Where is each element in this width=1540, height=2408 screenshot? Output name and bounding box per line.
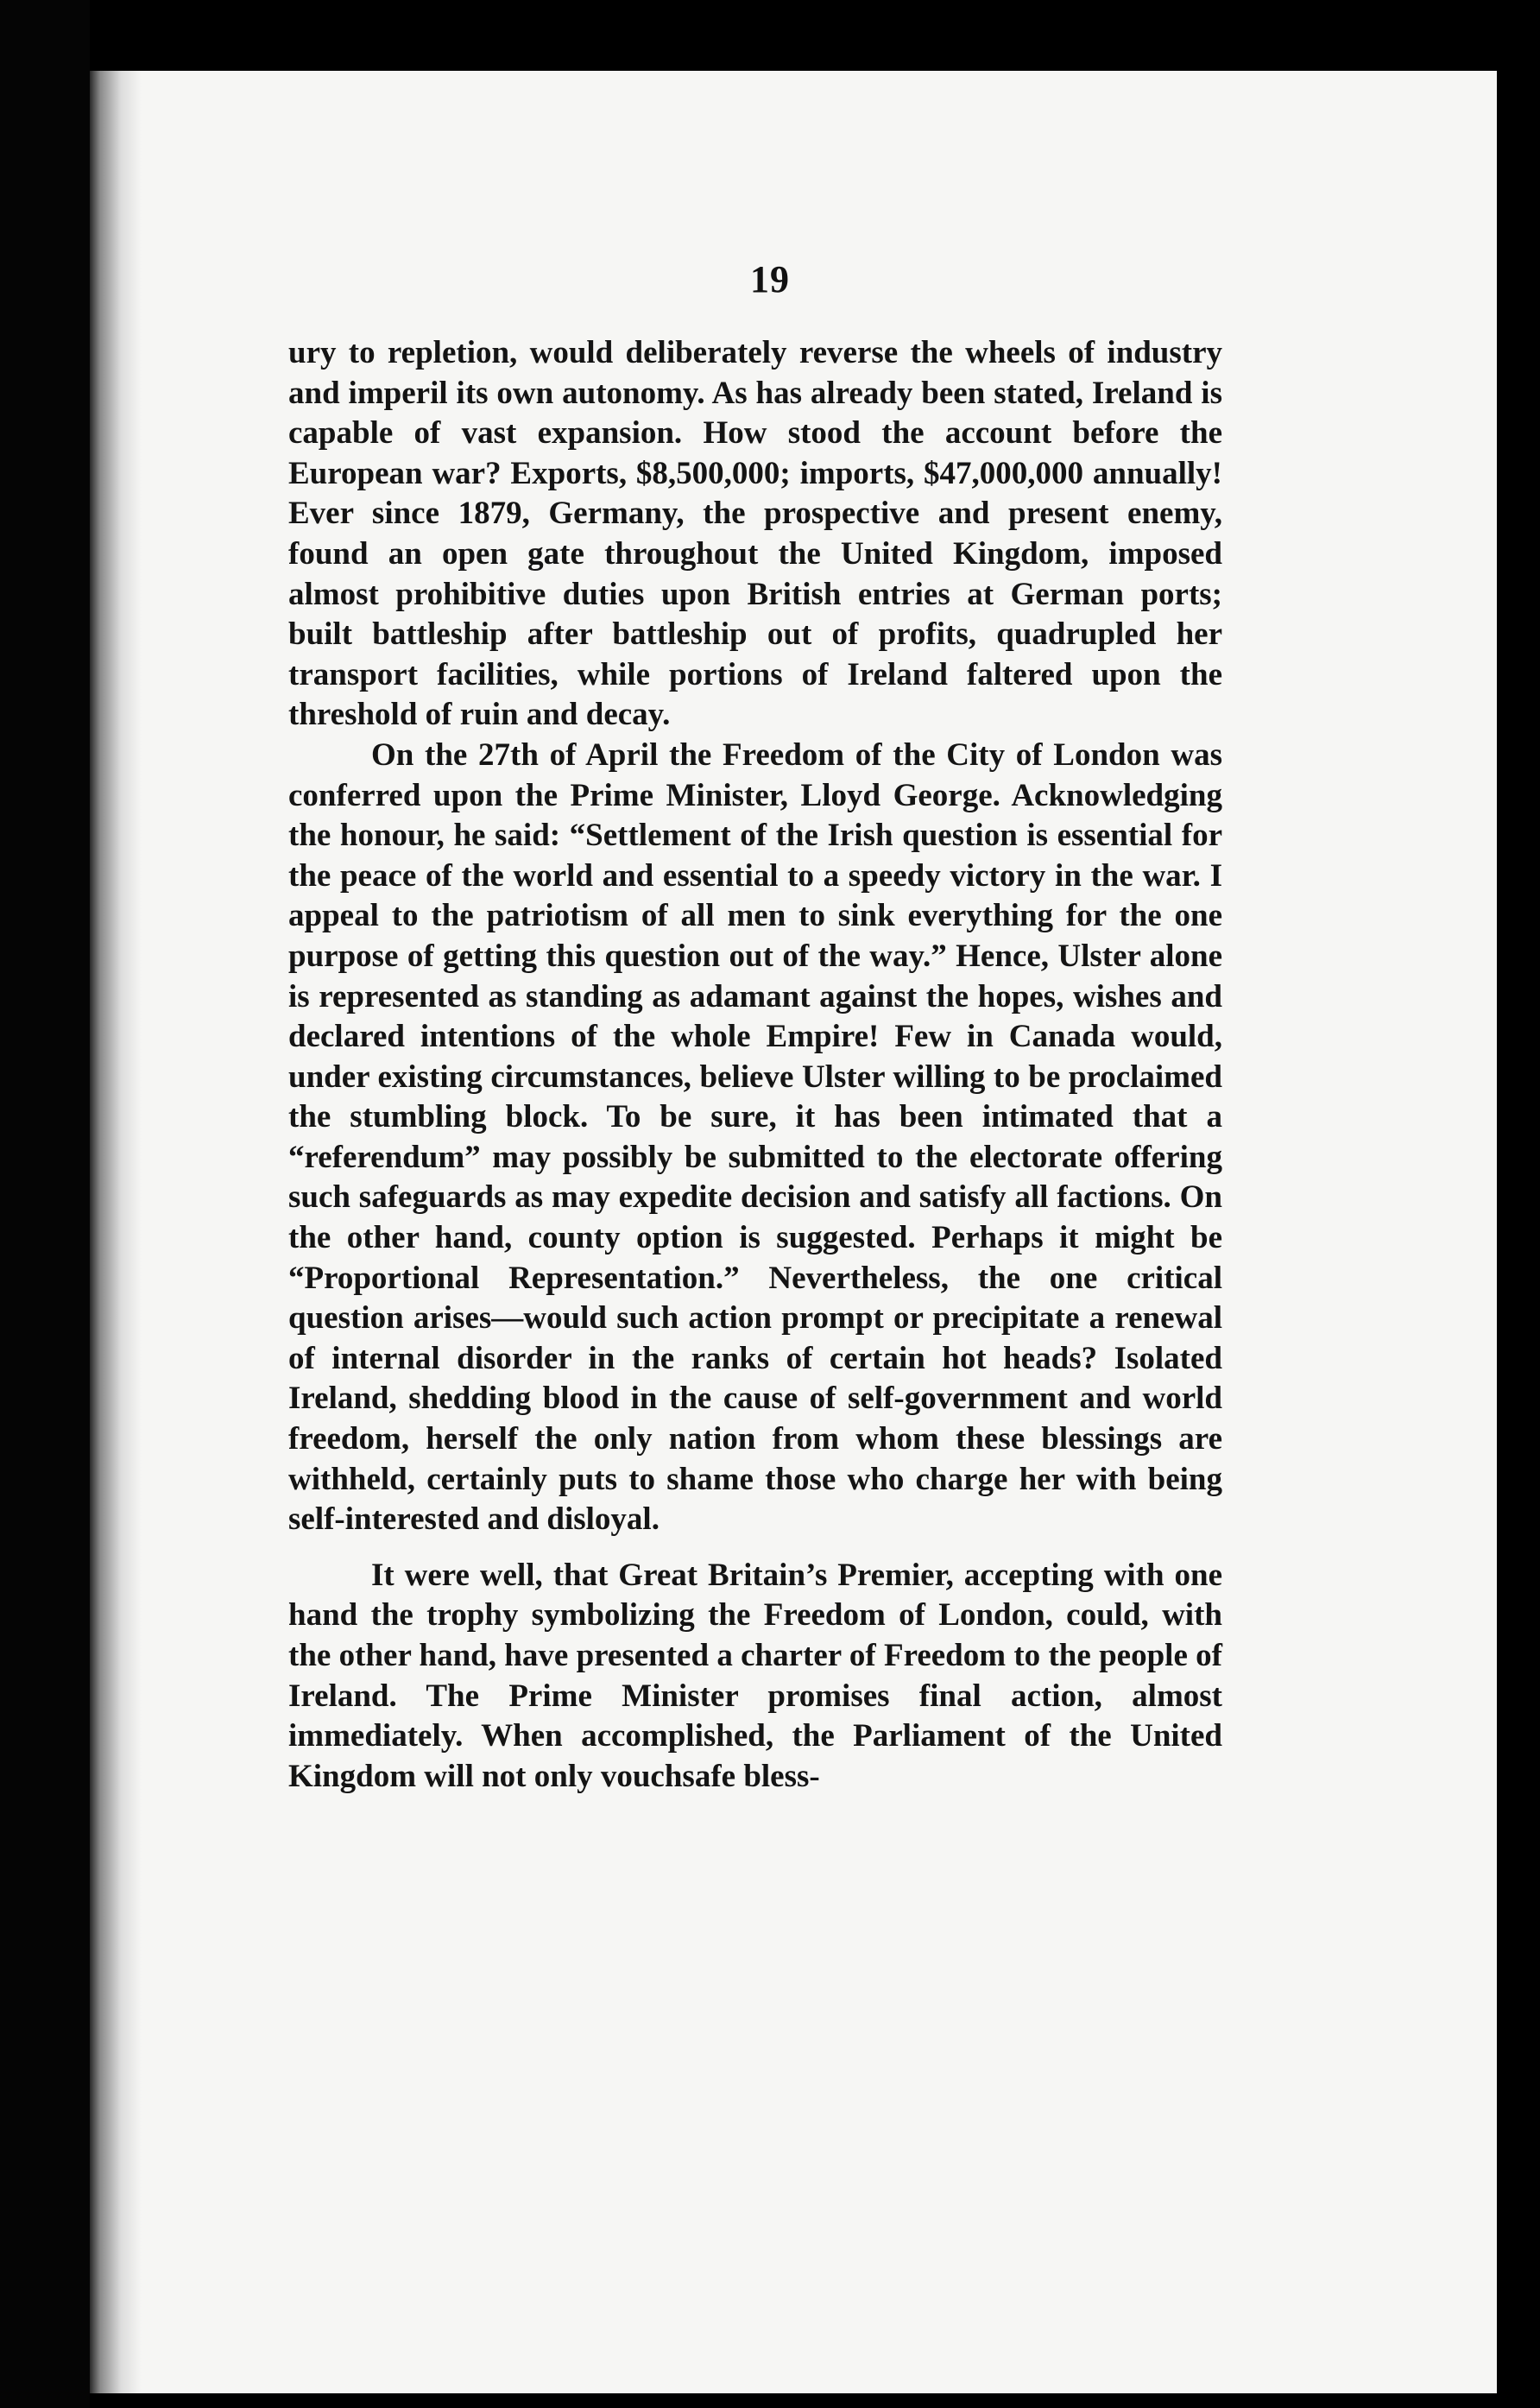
paragraph-2: On the 27th of April the Freedom of the City of London was conferred upon the Prime Minister, Lloyd George. Acknowledging the honour, he said: “Settlement of the Irish question is essential for the peace of the world and essential to a speedy victory in the war. I appeal to the patriotism of all men to sink everything for the one purpose of getting this question out of the way.” Hence, Ulster alone is represented as standing as adamant against the hopes, wishes and declared intentions of the whole Empire! Few in Canada would, under existing circumstances, believe Ulster willing to be proclaimed the stumbling block. To be sure, it has been intimated that a “referendum” may possibly be submitted to the electorate offering such safeguards as may expedite decision and satisfy all factions. On the other hand, county option is suggested. Perhaps it might be “Proportional Representation.” Nevertheless, the one critical question arises—would such action prompt or precipitate a renewal of internal disorder in the ranks of certain hot heads? Isolated Ireland, shedding blood in the cause of self-government and world freedom, herself the only nation from whom these blessings are withheld, certainly puts to shame those who charge her with being self-interested and disloyal. [288, 736, 1222, 1538]
body-text [288, 333, 1222, 1797]
paragraph-3: It were well, that Great Britain’s Premier, accepting with one hand the trophy symbolizing the Freedom of London, could, with the other hand, have presented a charter of Freedom to the people of Ireland. The Prime Minister promises final action, almost immediately. When accomplished, the Parliament of the United Kingdom will not only vouchsafe bless- [288, 1557, 1222, 1794]
page-gutter-shadow [90, 71, 142, 2393]
scan-border [0, 0, 90, 2408]
paragraph-1: ury to repletion, would deliberately reverse the wheels of industry and imperil its own autonomy. As has already been stated, Ireland is capable of vast expansion. How stood the account before the European war? Exports, $8,500,000; imports, $47,000,000 annually! Ever since 1879, Germany, the prospective and present enemy, found an open gate throughout the United Kingdom, imposed almost prohibitive duties upon British entries at German ports; built battleship after battleship out of profits, quadrupled her transport facilities, while portions of Ireland faltered upon the threshold of ruin and decay. [288, 335, 1222, 733]
page-number: 19 [750, 258, 790, 300]
